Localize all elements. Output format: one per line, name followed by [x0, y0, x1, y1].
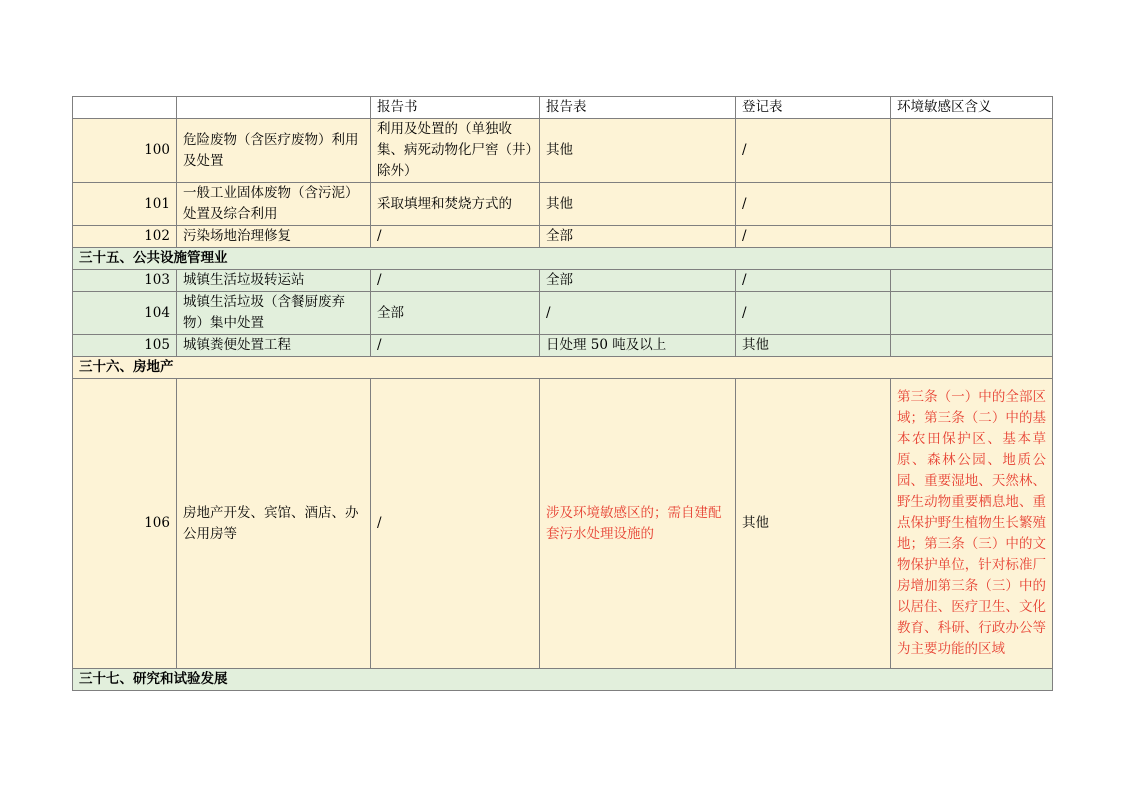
row-register: 其他 [736, 379, 891, 669]
row-sensitive [891, 292, 1053, 335]
row-report-book: 采取填埋和焚烧方式的 [371, 183, 540, 226]
row-report-form: 其他 [540, 183, 736, 226]
row-project-name: 一般工业固体废物（含污泥）处置及综合利用 [177, 183, 371, 226]
row-report-form: 全部 [540, 226, 736, 248]
row-number: 104 [73, 292, 177, 335]
row-sensitive [891, 226, 1053, 248]
section-row [73, 357, 1053, 379]
row-number: 101 [73, 183, 177, 226]
table-row [73, 119, 1053, 183]
section-title-35: 三十五、公共设施管理业 [73, 248, 1053, 270]
row-register: / [736, 226, 891, 248]
section-row [73, 669, 1053, 691]
section-title-36: 三十六、房地产 [73, 357, 1053, 379]
row-report-book: / [371, 270, 540, 292]
row-sensitive [891, 119, 1053, 183]
row-number: 100 [73, 119, 177, 183]
table-row [73, 270, 1053, 292]
table-row [73, 335, 1053, 357]
row-report-form: 日处理 50 吨及以上 [540, 335, 736, 357]
header-report-form: 报告表 [540, 97, 736, 119]
row-report-book: / [371, 226, 540, 248]
row-register: / [736, 119, 891, 183]
row-sensitive [891, 335, 1053, 357]
table-row [73, 226, 1053, 248]
row-report-form: / [540, 292, 736, 335]
row-project-name: 危险废物（含医疗废物）利用及处置 [177, 119, 371, 183]
row-report-form: 全部 [540, 270, 736, 292]
table-row [73, 379, 1053, 669]
row-report-form: 涉及环境敏感区的；需自建配套污水处理设施的 [540, 379, 736, 669]
row-sensitive [891, 270, 1053, 292]
row-register: / [736, 292, 891, 335]
row-project-name: 房地产开发、宾馆、酒店、办公用房等 [177, 379, 371, 669]
header-report-book: 报告书 [371, 97, 540, 119]
row-report-book: / [371, 335, 540, 357]
header-register-form: 登记表 [736, 97, 891, 119]
row-project-name: 城镇生活垃圾（含餐厨废弃物）集中处置 [177, 292, 371, 335]
row-number: 105 [73, 335, 177, 357]
row-register: / [736, 270, 891, 292]
row-sensitive [891, 183, 1053, 226]
row-report-form: 其他 [540, 119, 736, 183]
section-row [73, 248, 1053, 270]
section-title-37: 三十七、研究和试验发展 [73, 669, 1053, 691]
row-report-book: / [371, 379, 540, 669]
table-row [73, 292, 1053, 335]
table-row [73, 183, 1053, 226]
classification-table [72, 96, 1053, 691]
row-number: 102 [73, 226, 177, 248]
row-register: 其他 [736, 335, 891, 357]
row-sensitive: 第三条（一）中的全部区域；第三条（二）中的基本农田保护区、基本草原、森林公园、地质公园、重要湿地、天然林、野生动物重要栖息地、重点保护野生植物生长繁殖地；第三条（三）中的文物保护单位，针对标准厂房增加第三条（三）中的以居住、医疗卫生、文化教育、科研、行政办公等为主要功能的区域 [891, 379, 1053, 669]
row-number: 103 [73, 270, 177, 292]
row-report-book: 全部 [371, 292, 540, 335]
table-header-row [73, 97, 1053, 119]
row-project-name: 城镇粪便处置工程 [177, 335, 371, 357]
header-cell-number [73, 97, 177, 119]
row-project-name: 污染场地治理修复 [177, 226, 371, 248]
row-report-book: 利用及处置的（单独收集、病死动物化尸窖（井）除外） [371, 119, 540, 183]
header-sensitive-area: 环境敏感区含义 [891, 97, 1053, 119]
row-number: 106 [73, 379, 177, 669]
header-cell-project [177, 97, 371, 119]
row-project-name: 城镇生活垃圾转运站 [177, 270, 371, 292]
row-register: / [736, 183, 891, 226]
